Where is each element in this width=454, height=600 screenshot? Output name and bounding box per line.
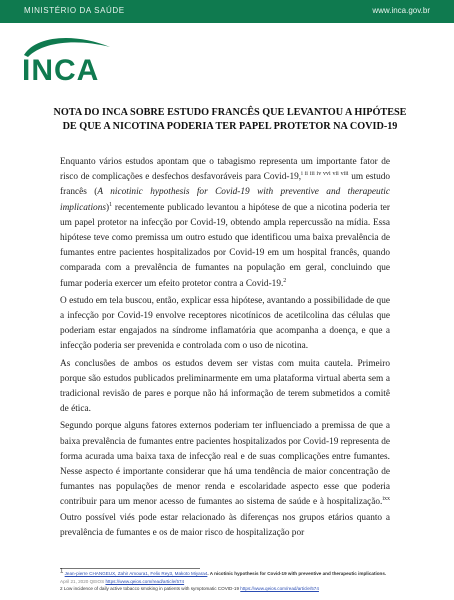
p1-citation-marks: i ii iii iv vvi vii viii (301, 171, 349, 178)
paragraph-2: O estudo em tela buscou, então, explicar essa hipótese, avantando a possibilidade de que a infecção por Covid-19 envolve receptores nicotínicos de acetilcolina das células que poderiam estar engajados na síndrome inflamatória que acompanha a doença, e que a infecção poderia ser prevenida e controlada com o uso de nicotina. (60, 295, 390, 352)
p4-text-a: Segundo porque alguns fatores externos poderiam ter influenciado a premissa de que a baixa prevalência de fumantes entre pacientes hospitalizados por Covid-19 representa de forma acurada uma baixa taxa de infecção real e de suas complicações entre fumantes. Nesse aspecto é importante considerar que há uma tendência de maior concentração de fumantes nas populações de menor renda e escolaridade aspecto esse que poderia contribuir para um menor acesso de fumantes ao sistema de saúde e à hospitalização. (60, 421, 390, 508)
p1-study-title: A nicotinic hypothesis for Covid-19 with preventive and therapeutic implications (60, 187, 390, 213)
top-banner (0, 0, 454, 23)
p1-text-b: um estudo francês ( (60, 172, 391, 198)
ministry-label: MINISTÉRIO DA SAÚDE (24, 6, 125, 15)
footnote-1-link[interactable]: https://www.qeios.com/read/article/574 (105, 578, 185, 584)
p1-text-d: recentemente publicado levantou a hipótese de que a nicotina poderia ter um papel protetor na infecção por Covid-19, obtendo ampla repercussão na mídia. Essa hipótese teve como premissa um outro estudo que identificou uma baixa prevalência de fumantes entre pacientes hospitalizados por Covid-19 em um hospital francês, quando comparada com a prevalência de fumantes na população em geral, concluindo que fumar poderia exercer um efeito protetor contra a Covid-19. (60, 202, 391, 289)
footnote-1-authors[interactable]: Jean-pierre CHANGEUX, Zahir Amoura1, Felix Rey3, Makoto Miyara4 (64, 571, 208, 576)
footnote-ref-2[interactable]: 2 (283, 277, 287, 284)
footnote-1-number: 1 (60, 568, 64, 575)
footnote-1-date: April 21, 2020 QEIOS (60, 578, 105, 584)
footnote-2-number: 2 (60, 586, 63, 592)
footnote-divider (60, 568, 200, 569)
footnote-2-text: Low incidence of daily active tobacco smoking in patients with symptomatic COVID-19 (63, 586, 239, 592)
inca-logo-text: INCA (22, 54, 100, 83)
footnote-ref-1[interactable]: 1 (109, 201, 113, 208)
footnote-1-source (60, 578, 410, 586)
paragraph-1 (60, 155, 390, 292)
footnote-2-link[interactable]: https://www.qeios.com/read/article/574 (240, 586, 319, 592)
title-line-2: DE QUE A NICOTINA PODERIA TER PAPEL PROTETOR NA COVID-19 (62, 121, 398, 132)
paragraph-3: As conclusões de ambos os estudos devem ser vistas com muita cautela. Primeiro porque são estudos publicados preliminarmente em uma plataforma virtual aberta sem a tradicional revisão de pares e porque não há informação de terem submetidos a comitê de ética. (60, 358, 390, 415)
document-title (40, 106, 420, 134)
title-line-1: NOTA DO INCA SOBRE ESTUDO FRANCÊS QUE LEVANTOU A HIPÓTESE (53, 107, 407, 118)
inca-logo (18, 33, 116, 83)
document-body (60, 155, 390, 543)
footnotes (60, 568, 410, 593)
p1-text-c: ) (105, 202, 110, 213)
p4-citation-mark: ixx (382, 496, 390, 503)
footnote-1-title: . A nicotinic hypothesis for Covid-19 with preventive and therapeutic implications. (207, 571, 387, 576)
footnote-1 (60, 570, 410, 578)
p1-text-a: Enquanto vários estudos apontam que o tabagismo representa um importante fator de risco de complicações e desfechos desfavoráveis para Covid-19, (60, 157, 390, 183)
p4-text-b: Outro possível viés pode estar relacionado às diferenças nos grupos etários quanto a prevalência de fumantes e os de maior risco de hospitalização por (60, 512, 390, 538)
paragraph-4 (60, 419, 390, 541)
site-url[interactable]: www.inca.gov.br (372, 6, 430, 15)
footnote-2 (60, 585, 410, 593)
